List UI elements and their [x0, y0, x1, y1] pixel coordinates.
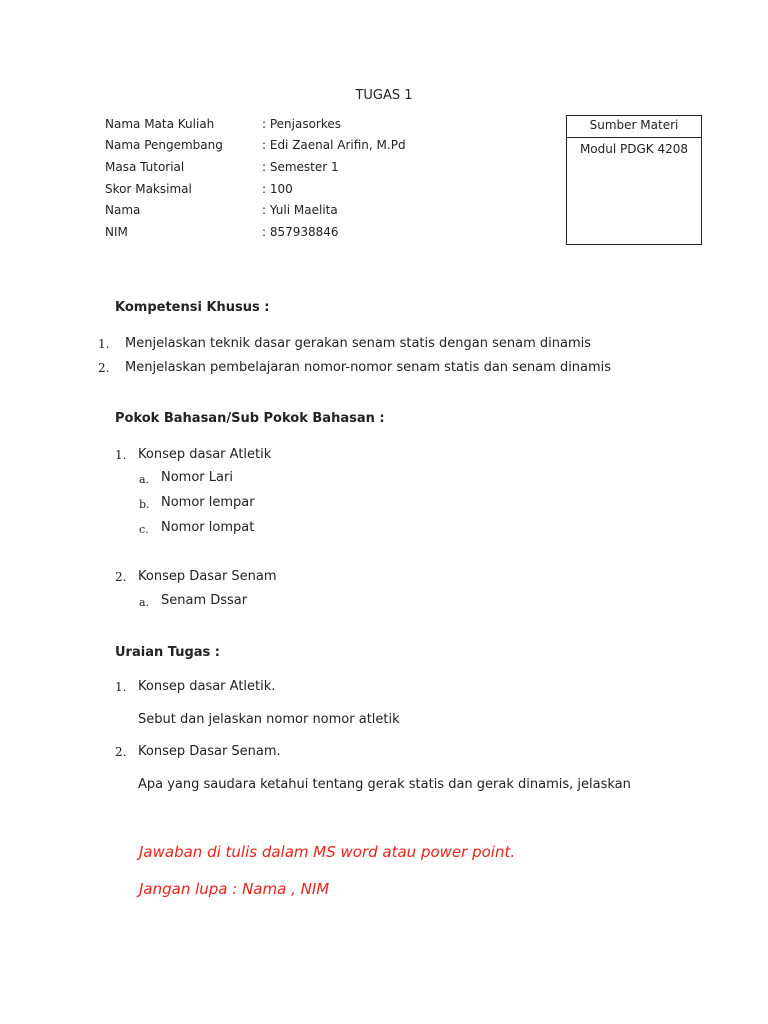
info-label-nama: Nama	[105, 203, 141, 217]
note-jawaban: Jawaban di tulis dalam MS word atau power point.	[139, 843, 516, 861]
pokok-sub-item: Nomor lempar	[161, 495, 255, 510]
pokok-sub-letter: a.	[139, 473, 150, 486]
uraian-heading: Uraian Tugas :	[115, 645, 220, 660]
info-label-nim: NIM	[105, 225, 128, 239]
kompetensi-item: Menjelaskan pembelajaran nomor-nomor senam statis dan senam dinamis	[125, 360, 612, 375]
info-value-skor: : 100	[262, 182, 293, 196]
pokok-sub-letter: c.	[139, 523, 149, 536]
pokok-heading: Pokok Bahasan/Sub Pokok Bahasan :	[115, 411, 385, 426]
pokok-sub-item: Nomor lompat	[161, 520, 255, 535]
pokok-item: Konsep dasar Atletik	[138, 447, 272, 462]
pokok-sub-letter: b.	[139, 498, 150, 511]
kompetensi-num: 1.	[98, 337, 110, 351]
uraian-detail: Sebut dan jelaskan nomor nomor atletik	[138, 712, 400, 727]
uraian-num: 1.	[115, 680, 127, 694]
pokok-sub-item: Nomor Lari	[161, 470, 233, 485]
pokok-sub-letter: a.	[139, 596, 150, 609]
pokok-num: 1.	[115, 448, 127, 462]
sumber-materi-value: Modul PDGK 4208	[579, 142, 689, 156]
info-value-nama: : Yuli Maelita	[262, 203, 338, 217]
uraian-item: Konsep dasar Atletik.	[138, 679, 276, 694]
kompetensi-num: 2.	[98, 361, 110, 375]
info-label-skor: Skor Maksimal	[105, 182, 192, 196]
kompetensi-heading: Kompetensi Khusus :	[115, 300, 270, 315]
pokok-item: Konsep Dasar Senam	[138, 569, 277, 584]
pokok-num: 2.	[115, 570, 127, 584]
note-jangan-lupa: Jangan lupa : Nama , NIM	[139, 880, 330, 898]
info-label-masa-tutorial: Masa Tutorial	[105, 160, 185, 174]
page-title: TUGAS 1	[355, 88, 413, 103]
info-value-masa-tutorial: : Semester 1	[262, 160, 339, 174]
uraian-detail: Apa yang saudara ketahui tentang gerak statis dan gerak dinamis, jelaskan	[138, 777, 631, 792]
info-label-mata-kuliah: Nama Mata Kuliah	[105, 117, 215, 131]
uraian-num: 2.	[115, 745, 127, 759]
info-label-pengembang: Nama Pengembang	[105, 138, 223, 152]
info-value-nim: : 857938846	[262, 225, 339, 239]
info-value-pengembang: : Edi Zaenal Arifin, M.Pd	[262, 138, 406, 152]
sumber-materi-header: Sumber Materi	[567, 116, 701, 138]
info-value-mata-kuliah: : Penjasorkes	[262, 117, 342, 131]
sumber-materi-box	[566, 115, 702, 245]
uraian-item: Konsep Dasar Senam.	[138, 744, 281, 759]
kompetensi-item: Menjelaskan teknik dasar gerakan senam statis dengan senam dinamis	[125, 336, 592, 351]
pokok-sub-item: Senam Dssar	[161, 593, 248, 608]
